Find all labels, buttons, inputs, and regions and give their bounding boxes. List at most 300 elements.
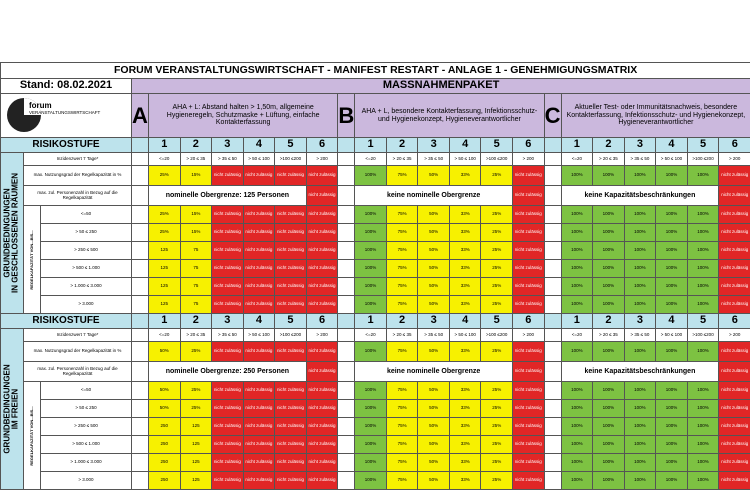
spacer-cell <box>338 224 355 242</box>
spacer-cell <box>338 418 355 436</box>
risikostufe-4: 4 <box>656 314 688 329</box>
risikostufe-4: 4 <box>656 138 688 153</box>
spacer-cell <box>338 260 355 278</box>
kapazitaet-b-cell: 100% <box>355 472 387 490</box>
kapazitaet-c-cell: 100% <box>656 454 688 472</box>
kapazitaet-c-cell: 100% <box>656 224 688 242</box>
kapazitaet-c-cell: 100% <box>561 418 593 436</box>
kapazitaet-b-cell: 33% <box>449 224 481 242</box>
risikostufe-5: 5 <box>275 314 307 329</box>
inzidenz-value: > 200 <box>719 329 750 342</box>
kapazitaet-range: > 50 ≤ 250 <box>41 400 132 418</box>
kapazitaet-b-cell: nicht zulässig <box>513 418 545 436</box>
kapazitaet-c-cell: 100% <box>687 400 719 418</box>
spacer-cell <box>338 186 355 206</box>
kapazitaet-b-cell: 25% <box>481 296 513 314</box>
nutzung-b-cell: 75% <box>386 166 418 186</box>
spacer-cell <box>544 314 561 329</box>
kapazitaet-b-cell: 100% <box>355 454 387 472</box>
kapazitaet-c-cell: 100% <box>656 382 688 400</box>
kapazitaet-a-cell: nicht zulässig <box>275 436 307 454</box>
kapazitaet-c-cell: 100% <box>687 242 719 260</box>
inzidenz-value: >100 ≤200 <box>275 329 307 342</box>
kapazitaet-a-cell: nicht zulässig <box>212 472 244 490</box>
kapazitaet-b-cell: nicht zulässig <box>513 296 545 314</box>
nutzung-c-cell: 100% <box>624 342 656 362</box>
inzidenz-value: > 50 ≤ 100 <box>656 153 688 166</box>
inzidenz-value: > 50 ≤ 100 <box>243 153 275 166</box>
nutzung-c-cell: 100% <box>687 166 719 186</box>
kapazitaet-b-cell: 33% <box>449 400 481 418</box>
kapazitaet-range: > 500 ≤ 1.000 <box>41 260 132 278</box>
kapazitaet-a-cell: nicht zulässig <box>212 400 244 418</box>
risikostufe-2: 2 <box>386 314 418 329</box>
kapazitaet-range: > 500 ≤ 1.000 <box>41 436 132 454</box>
side-label-2: IM FREIEN <box>11 388 20 430</box>
matrix-table <box>0 62 750 490</box>
nutzung-b-cell: nicht zulässig <box>513 342 545 362</box>
inzidenz-label: Inzidenzwert 7 Tage* <box>24 329 132 342</box>
table-row <box>1 260 750 278</box>
spacer-cell <box>132 436 149 454</box>
kapazitaet-a-cell: nicht zulässig <box>275 242 307 260</box>
kapazitaet-c-cell: nicht zulässig <box>719 418 750 436</box>
kapazitaet-a-cell: nicht zulässig <box>212 206 244 224</box>
inzidenz-value: > 50 ≤ 100 <box>656 329 688 342</box>
package-letter-b: B <box>338 94 355 138</box>
kapazitaet-b-cell: nicht zulässig <box>513 206 545 224</box>
spacer-cell <box>544 400 561 418</box>
kapazitaet-b-cell: 25% <box>481 472 513 490</box>
kapazitaet-a-cell: nicht zulässig <box>212 278 244 296</box>
kapazitaet-b-cell: 100% <box>355 382 387 400</box>
inzidenz-value: >100 ≤200 <box>481 329 513 342</box>
kapazitaet-a-cell: 250 <box>149 436 181 454</box>
side-label-1: GRUNDBEDINGUNGEN <box>2 188 12 278</box>
kapazitaet-a-cell: nicht zulässig <box>243 472 275 490</box>
kapazitaet-b-cell: 25% <box>481 278 513 296</box>
table-row <box>1 224 750 242</box>
kapazitaet-c-cell: 100% <box>593 296 625 314</box>
kapazitaet-c-cell: nicht zulässig <box>719 472 750 490</box>
obergrenze-stufe6-b: nicht zulässig <box>513 186 545 206</box>
kapazitaet-b-cell: 75% <box>386 418 418 436</box>
spacer-cell <box>132 260 149 278</box>
obergrenze-stufe6-c: nicht zulässig <box>719 186 750 206</box>
spacer-cell <box>338 242 355 260</box>
kapazitaet-c-cell: 100% <box>561 454 593 472</box>
inzidenz-value: > 200 <box>306 153 338 166</box>
inzidenz-value: > 35 ≤ 50 <box>624 153 656 166</box>
spacer-cell <box>338 382 355 400</box>
kapazitaet-c-cell: 100% <box>624 206 656 224</box>
inzidenz-value: > 20 ≤ 35 <box>180 153 212 166</box>
kapazitaet-a-cell: nicht zulässig <box>306 224 338 242</box>
kapazitaet-a-cell: 15% <box>180 224 212 242</box>
risikostufe-3: 3 <box>212 138 244 153</box>
kapazitaet-a-cell: nicht zulässig <box>243 454 275 472</box>
spacer-cell <box>132 242 149 260</box>
risikostufe-3: 3 <box>212 314 244 329</box>
kapazitaet-a-cell: 25% <box>180 400 212 418</box>
kapazitaet-a-cell: 125 <box>180 418 212 436</box>
kapazitaet-b-cell: 33% <box>449 382 481 400</box>
inzidenz-value: >100 ≤200 <box>687 153 719 166</box>
kapazitaet-b-cell: 50% <box>418 206 450 224</box>
kapazitaet-a-cell: nicht zulässig <box>243 400 275 418</box>
kapazitaet-a-cell: nicht zulässig <box>306 436 338 454</box>
kapazitaet-b-cell: 100% <box>355 278 387 296</box>
risikostufe-5: 5 <box>481 138 513 153</box>
kapazitaet-c-cell: 100% <box>656 278 688 296</box>
kapazitaet-b-cell: 25% <box>481 242 513 260</box>
risikostufe-2: 2 <box>593 138 625 153</box>
kapazitaet-a-cell: nicht zulässig <box>275 224 307 242</box>
spacer-cell <box>132 382 149 400</box>
inzidenz-value: <=20 <box>149 329 181 342</box>
spacer-cell <box>132 224 149 242</box>
kapazitaet-c-cell: 100% <box>561 472 593 490</box>
inzidenz-value: <=20 <box>355 329 387 342</box>
kapazitaet-a-cell: nicht zulässig <box>306 454 338 472</box>
kapazitaet-a-cell: nicht zulässig <box>243 382 275 400</box>
kapazitaet-c-cell: nicht zulässig <box>719 224 750 242</box>
obergrenze-stufe6-b: nicht zulässig <box>513 362 545 382</box>
kapazitaet-c-cell: 100% <box>656 260 688 278</box>
nutzung-a-cell: nicht zulässig <box>275 166 307 186</box>
kapazitaet-b-cell: 50% <box>418 454 450 472</box>
spacer-cell <box>544 224 561 242</box>
table-row <box>1 314 750 329</box>
kapazitaet-b-cell: 75% <box>386 260 418 278</box>
inzidenz-value: > 35 ≤ 50 <box>624 329 656 342</box>
spacer-cell <box>338 138 355 153</box>
kapazitaet-a-cell: 25% <box>149 224 181 242</box>
spacer-cell <box>132 296 149 314</box>
kapazitaet-a-cell: nicht zulässig <box>243 436 275 454</box>
nutzung-a-cell: nicht zulässig <box>212 342 244 362</box>
nutzung-b-cell: 50% <box>418 166 450 186</box>
kapazitaet-c-cell: 100% <box>624 472 656 490</box>
kapazitaet-a-cell: 75 <box>180 278 212 296</box>
table-row <box>1 329 750 342</box>
kapazitaet-c-cell: nicht zulässig <box>719 436 750 454</box>
side-label-text <box>4 173 21 293</box>
kapazitaet-a-cell: nicht zulässig <box>243 278 275 296</box>
spacer-cell <box>132 362 149 382</box>
kapazitaet-b-cell: 50% <box>418 400 450 418</box>
kapazitaet-a-cell: 25% <box>149 206 181 224</box>
nutzung-a-cell: nicht zulässig <box>243 342 275 362</box>
spacer-cell <box>132 138 149 153</box>
nutzung-b-cell: 25% <box>481 342 513 362</box>
side-label-text <box>4 364 21 453</box>
kapazitaet-c-cell: 100% <box>561 436 593 454</box>
kapazitaet-range: > 1.000 ≤ 3.000 <box>41 278 132 296</box>
kapazitaet-c-cell: 100% <box>593 224 625 242</box>
kapazitaet-b-cell: 33% <box>449 260 481 278</box>
risikostufe-1: 1 <box>355 314 387 329</box>
nutzung-c-cell: 100% <box>593 342 625 362</box>
spacer-cell <box>338 400 355 418</box>
inzidenz-value: >100 ≤200 <box>481 153 513 166</box>
kapazitaet-a-cell: 75 <box>180 260 212 278</box>
obergrenze-stufe6-a: nicht zulässig <box>306 186 338 206</box>
kapazitaet-a-cell: nicht zulässig <box>306 296 338 314</box>
kapazitaet-c-cell: 100% <box>656 206 688 224</box>
kapazitaet-c-cell: 100% <box>593 454 625 472</box>
nutzung-c-cell: 100% <box>656 166 688 186</box>
kapazitaet-c-cell: nicht zulässig <box>719 400 750 418</box>
kapazitaet-b-cell: 50% <box>418 278 450 296</box>
kapazitaet-a-cell: nicht zulässig <box>306 472 338 490</box>
kapazitaet-b-cell: 100% <box>355 260 387 278</box>
kapazitaet-a-cell: 75 <box>180 296 212 314</box>
kapazitaet-b-cell: nicht zulässig <box>513 454 545 472</box>
table-row <box>1 242 750 260</box>
risikostufe-6: 6 <box>513 138 545 153</box>
inzidenz-value: > 20 ≤ 35 <box>180 329 212 342</box>
spacer-cell <box>132 153 149 166</box>
kapazitaet-b-cell: 25% <box>481 418 513 436</box>
spacer-cell <box>544 166 561 186</box>
nutzung-c-cell: 100% <box>624 166 656 186</box>
kapazitaet-c-cell: 100% <box>687 296 719 314</box>
spacer-cell <box>338 454 355 472</box>
spacer-cell <box>338 472 355 490</box>
risikostufe-1: 1 <box>561 314 593 329</box>
kapazitaet-b-cell: 100% <box>355 206 387 224</box>
kapazitaet-a-cell: nicht zulässig <box>275 206 307 224</box>
kapazitaet-c-cell: 100% <box>593 206 625 224</box>
inzidenz-value: > 200 <box>719 153 750 166</box>
table-row <box>1 342 750 362</box>
kapazitaet-b-cell: 50% <box>418 224 450 242</box>
nutzung-c-cell: 100% <box>687 342 719 362</box>
table-row <box>1 206 750 224</box>
kapazitaet-a-cell: nicht zulässig <box>243 418 275 436</box>
kapazitaet-c-cell: 100% <box>656 436 688 454</box>
kapazitaet-b-cell: 75% <box>386 454 418 472</box>
nutzung-a-cell: 25% <box>180 342 212 362</box>
inzidenz-value: > 50 ≤ 100 <box>449 153 481 166</box>
kapazitaet-b-cell: nicht zulässig <box>513 242 545 260</box>
regelkapazitaet-text: REGELKAPAZITÄT VON...BIS... <box>28 405 34 466</box>
table-row <box>1 296 750 314</box>
kapazitaet-c-cell: 100% <box>624 382 656 400</box>
kapazitaet-c-cell: 100% <box>687 260 719 278</box>
nutzung-b-cell: 33% <box>449 342 481 362</box>
massnahmenpaket-header: MASSNAHMENPAKET <box>132 79 750 94</box>
table-row <box>1 186 750 206</box>
nutzung-b-cell: 75% <box>386 342 418 362</box>
kapazitaet-a-cell: nicht zulässig <box>275 296 307 314</box>
kapazitaet-b-cell: nicht zulässig <box>513 400 545 418</box>
logo-name: forum <box>29 101 52 110</box>
spacer-cell <box>544 436 561 454</box>
kapazitaet-a-cell: 125 <box>149 296 181 314</box>
kapazitaet-b-cell: 50% <box>418 436 450 454</box>
spacer-cell <box>132 342 149 362</box>
kapazitaet-c-cell: 100% <box>656 400 688 418</box>
nutzung-a-cell: nicht zulässig <box>306 342 338 362</box>
genehmigungsmatrix-sheet <box>0 62 750 500</box>
kapazitaet-a-cell: nicht zulässig <box>306 278 338 296</box>
table-row <box>1 362 750 382</box>
risikostufe-5: 5 <box>481 314 513 329</box>
risikostufe-2: 2 <box>593 314 625 329</box>
nutzung-c-cell: 100% <box>561 166 593 186</box>
kapazitaet-a-cell: nicht zulässig <box>212 296 244 314</box>
matrix-title: FORUM VERANSTALTUNGSWIRTSCHAFT - MANIFEST RESTART - ANLAGE 1 - GENEHMIGUNGSMATRIX <box>1 63 750 79</box>
risikostufe-6: 6 <box>719 138 750 153</box>
nutzung-c-cell: 100% <box>593 166 625 186</box>
inzidenz-value: > 35 ≤ 50 <box>212 153 244 166</box>
nutzungsgrad-label: max. Nutzungsgrad der Regelkapazität in % <box>24 166 132 186</box>
kapazitaet-c-cell: 100% <box>687 418 719 436</box>
kapazitaet-c-cell: 100% <box>593 418 625 436</box>
kapazitaet-range: > 250 ≤ 500 <box>41 242 132 260</box>
spacer-cell <box>132 400 149 418</box>
spacer-cell <box>544 206 561 224</box>
kapazitaet-a-cell: nicht zulässig <box>275 400 307 418</box>
side-label-2: IN GESCHLOSSENEN RÄUMEN <box>11 172 20 294</box>
kapazitaet-b-cell: 100% <box>355 418 387 436</box>
kapazitaet-a-cell: nicht zulässig <box>275 454 307 472</box>
kapazitaet-b-cell: 75% <box>386 224 418 242</box>
kapazitaet-c-cell: 100% <box>624 454 656 472</box>
kapazitaet-c-cell: 100% <box>687 472 719 490</box>
inzidenz-value: <=20 <box>149 153 181 166</box>
table-row <box>1 153 750 166</box>
inzidenz-value: > 35 ≤ 50 <box>418 153 450 166</box>
kapazitaet-a-cell: nicht zulässig <box>306 242 338 260</box>
kapazitaet-b-cell: 33% <box>449 296 481 314</box>
kapazitaet-c-cell: 100% <box>687 454 719 472</box>
table-row <box>1 79 750 94</box>
risikostufe-4: 4 <box>449 314 481 329</box>
spacer-cell <box>338 153 355 166</box>
kapazitaet-c-cell: 100% <box>624 224 656 242</box>
kapazitaet-c-cell: 100% <box>687 436 719 454</box>
kapazitaet-a-cell: nicht zulässig <box>243 242 275 260</box>
kapazitaet-b-cell: 75% <box>386 242 418 260</box>
package-letter-a: A <box>132 94 149 138</box>
spacer-cell <box>338 278 355 296</box>
kapazitaet-c-cell: 100% <box>593 400 625 418</box>
spacer-cell <box>132 472 149 490</box>
kapazitaet-c-cell: 100% <box>687 224 719 242</box>
kapazitaet-b-cell: 50% <box>418 242 450 260</box>
kapazitaet-b-cell: 100% <box>355 400 387 418</box>
kapazitaet-a-cell: nicht zulässig <box>212 454 244 472</box>
obergrenze-msg-a: nominelle Obergrenze: 125 Personen <box>149 186 307 206</box>
kapazitaet-b-cell: nicht zulässig <box>513 382 545 400</box>
kapazitaet-a-cell: nicht zulässig <box>306 400 338 418</box>
kapazitaet-a-cell: 125 <box>180 436 212 454</box>
kapazitaet-range: > 3.000 <box>41 296 132 314</box>
spacer-cell <box>338 362 355 382</box>
spacer-cell <box>338 296 355 314</box>
spacer-cell <box>338 436 355 454</box>
kapazitaet-range: <=50 <box>41 206 132 224</box>
kapazitaet-c-cell: nicht zulässig <box>719 454 750 472</box>
risikostufe-6: 6 <box>306 138 338 153</box>
risikostufe-1: 1 <box>561 138 593 153</box>
kapazitaet-b-cell: 75% <box>386 382 418 400</box>
table-row <box>1 278 750 296</box>
kapazitaet-b-cell: 100% <box>355 224 387 242</box>
kapazitaet-a-cell: 125 <box>180 454 212 472</box>
spacer-cell <box>338 166 355 186</box>
spacer-cell <box>544 260 561 278</box>
kapazitaet-a-cell: 125 <box>149 260 181 278</box>
kapazitaet-c-cell: 100% <box>593 436 625 454</box>
table-row <box>1 436 750 454</box>
risikostufe-4: 4 <box>243 138 275 153</box>
spacer-cell <box>132 329 149 342</box>
kapazitaet-a-cell: 125 <box>180 472 212 490</box>
obergrenze-msg-c: keine Kapazitätsbeschränkungen <box>561 362 719 382</box>
kapazitaet-a-cell: nicht zulässig <box>243 296 275 314</box>
nutzung-b-cell: 100% <box>355 342 387 362</box>
nutzung-b-cell: nicht zulässig <box>513 166 545 186</box>
logo-sub: VERANSTALTUNGSWIRTSCHAFT <box>29 110 101 115</box>
personenzahl-label: max. zul. Personenzahl in Bezug auf die Regelkapazität <box>24 362 132 382</box>
inzidenz-value: >100 ≤200 <box>687 329 719 342</box>
kapazitaet-c-cell: 100% <box>593 260 625 278</box>
risikostufe-2: 2 <box>180 314 212 329</box>
stand-date: Stand: 08.02.2021 <box>1 79 132 94</box>
kapazitaet-a-cell: nicht zulässig <box>243 206 275 224</box>
spacer-cell <box>132 186 149 206</box>
inzidenz-value: <=20 <box>355 153 387 166</box>
spacer-cell <box>544 153 561 166</box>
kapazitaet-a-cell: 250 <box>149 472 181 490</box>
nutzung-a-cell: 25% <box>149 166 181 186</box>
nutzung-c-cell: nicht zulässig <box>719 342 750 362</box>
kapazitaet-range: > 250 ≤ 500 <box>41 418 132 436</box>
kapazitaet-b-cell: 100% <box>355 296 387 314</box>
table-row <box>1 472 750 490</box>
table-row <box>1 166 750 186</box>
kapazitaet-b-cell: 25% <box>481 454 513 472</box>
risikostufe-label: RISIKOSTUFE <box>1 314 132 329</box>
kapazitaet-c-cell: 100% <box>561 382 593 400</box>
kapazitaet-c-cell: 100% <box>593 472 625 490</box>
nutzung-c-cell: 100% <box>656 342 688 362</box>
kapazitaet-b-cell: 50% <box>418 382 450 400</box>
spacer-cell <box>544 454 561 472</box>
obergrenze-msg-c: keine Kapazitätsbeschränkungen <box>561 186 719 206</box>
spacer-cell <box>132 314 149 329</box>
inzidenz-label: Inzidenzwert 7 Tage* <box>24 153 132 166</box>
regelkapazitaet-text: REGELKAPAZITÄT VON...BIS... <box>28 229 34 290</box>
risikostufe-3: 3 <box>418 138 450 153</box>
nutzung-a-cell: nicht zulässig <box>243 166 275 186</box>
kapazitaet-a-cell: nicht zulässig <box>212 382 244 400</box>
side-label-1: GRUNDBEDINGUNGEN <box>2 364 12 454</box>
kapazitaet-c-cell: nicht zulässig <box>719 206 750 224</box>
kapazitaet-c-cell: 100% <box>593 242 625 260</box>
kapazitaet-b-cell: nicht zulässig <box>513 472 545 490</box>
kapazitaet-a-cell: 250 <box>149 418 181 436</box>
risikostufe-5: 5 <box>687 138 719 153</box>
nutzung-a-cell: nicht zulässig <box>306 166 338 186</box>
risikostufe-3: 3 <box>418 314 450 329</box>
kapazitaet-a-cell: 125 <box>149 278 181 296</box>
side-label-main <box>1 329 24 490</box>
